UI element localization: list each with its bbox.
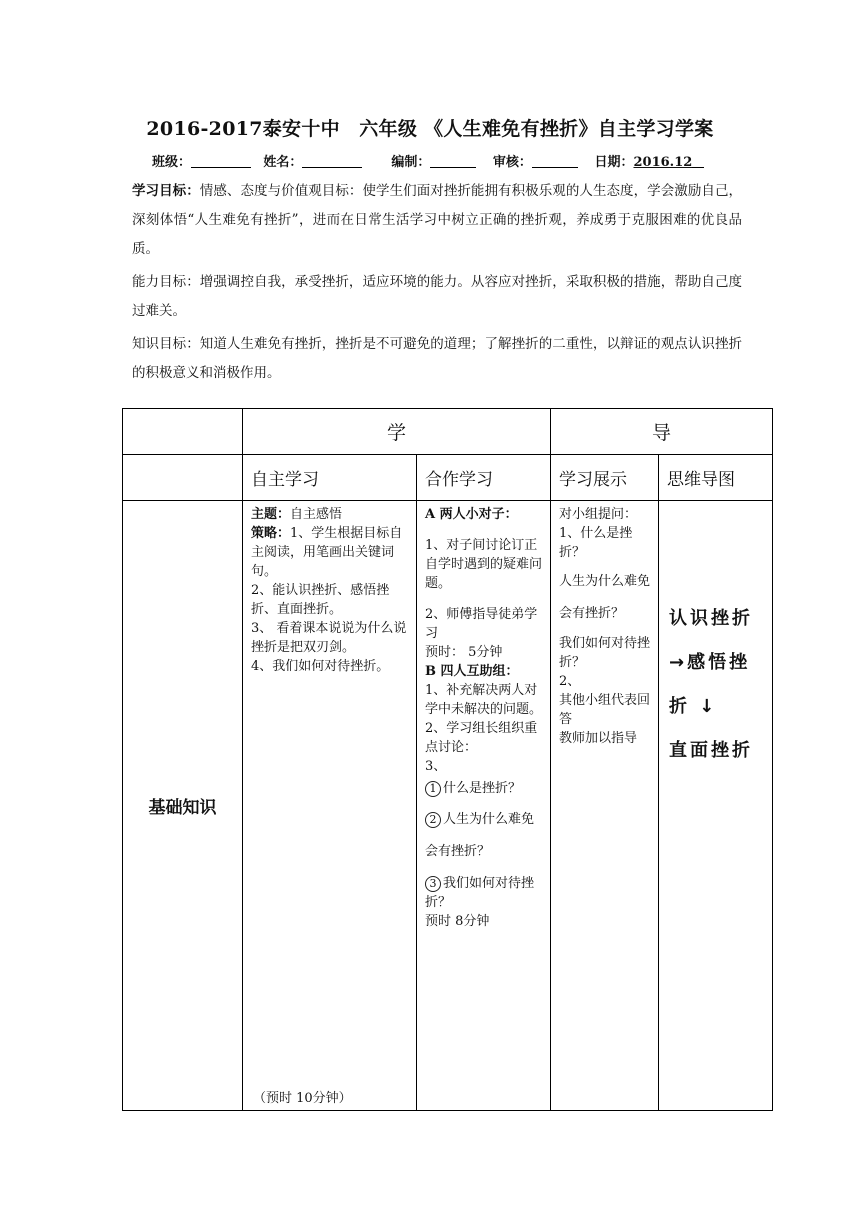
coop-item: 1、补充解决两人对学中未解决的问题。 (425, 683, 543, 717)
reviewer-blank (532, 153, 578, 168)
circled-number: 2 (425, 812, 441, 828)
learning-goals (132, 177, 742, 388)
pair-time: 预时： 5分钟 (425, 645, 503, 660)
strategy-label: 策略： (251, 526, 291, 541)
name-blank (302, 153, 362, 168)
editor-blank (430, 153, 476, 168)
goal-emotion-paragraph (132, 177, 742, 264)
question-text: 我们如何对待挫折？ (425, 876, 535, 910)
question-item (425, 804, 544, 868)
header-meta (152, 151, 704, 170)
mind-map-line: →感悟挫 (669, 652, 751, 673)
topic-label: 主题： (251, 507, 291, 522)
strategy-item: 4、我们如何对待挫折。 (251, 659, 390, 674)
presentation-q3: 我们如何对待挫折？ (559, 636, 651, 670)
editor-label: 编制： (391, 155, 431, 170)
question-text: 什么是挫折？ (443, 781, 522, 796)
coop-item: 1、对子间讨论订正自学时遇到的疑难问题。 (425, 538, 543, 591)
goal-ability: 能力目标：增强调控自我，承受挫折，适应环境的能力。从容应对挫折，采取积极的措施，帮助自己度过难关。 (132, 274, 742, 319)
presentation-teacher: 教师加以指导 (559, 731, 638, 746)
date-blank (692, 153, 704, 168)
question-item (425, 874, 544, 912)
strategy-line (251, 524, 410, 581)
topic-line (251, 505, 410, 524)
four-group-time: 预时 8分钟 (425, 914, 490, 929)
reviewer-label: 审核： (492, 155, 532, 170)
name-label: 姓名： (263, 155, 303, 170)
cooperative-cell (417, 501, 551, 1111)
coop-item: 3、 (425, 759, 447, 774)
col-self-study: 自主学习 (243, 455, 417, 501)
col-mind-map: 思维导图 (659, 455, 773, 501)
col-presentation: 学习展示 (551, 455, 659, 501)
col-cooperative: 合作学习 (417, 455, 551, 501)
presentation-item2: 2、 (559, 674, 581, 689)
study-plan-table (122, 408, 773, 1111)
goal-label: 学习目标： (132, 183, 200, 199)
presentation-q1: 1、什么是挫折？ (559, 526, 633, 560)
strategy-item: 2、能认识挫折、感悟挫折、直面挫折。 (251, 583, 390, 617)
presentation-answer: 其他小组代表回答 (559, 693, 651, 727)
four-group-title: B 四人互助组： (425, 664, 519, 679)
row-label-basics: 基础知识 (123, 501, 243, 1111)
presentation-q2: 人生为什么难免会有挫折？ (559, 574, 651, 621)
mind-map-line: 直面挫折 (669, 740, 754, 761)
class-label: 班级： (152, 155, 192, 170)
date-value: 2016.12 (633, 155, 693, 170)
pair-group-title: A 两人小对子： (425, 507, 518, 522)
question-text: 人生为什么难免会有挫折？ (425, 812, 535, 859)
self-study-cell (243, 501, 417, 1111)
goal-emotion: 情感、态度与价值观目标：使学生们面对挫折能拥有积极乐观的人生态度，学会激励自己，深刻体悟“人生难免有挫折”，进而在日常生活学习中树立正确的挫折观，养成勇于克服困难的优良品质。 (132, 183, 743, 257)
presentation-intro: 对小组提问： (559, 507, 638, 522)
corner-cell (123, 409, 243, 455)
coop-item: 2、学习组长组织重点讨论： (425, 721, 538, 755)
coop-item: 2、师傅指导徒弟学习 (425, 607, 538, 641)
header-learn: 学 (243, 409, 551, 455)
strategy-item: 3、 看着课本说说为什么说挫折是把双刃剑。 (251, 621, 407, 655)
corner-cell-2 (123, 455, 243, 501)
topic-value: 自主感悟 (290, 507, 343, 522)
self-study-time: （预时 10分钟） (253, 1091, 352, 1106)
mind-map-line: 折 ↓ (669, 696, 718, 717)
circled-number: 1 (425, 781, 441, 797)
mind-map-line: 认识挫折 (669, 608, 754, 629)
mind-map-cell (659, 501, 773, 1111)
circled-number: 3 (425, 876, 441, 892)
date-label: 日期： (594, 155, 634, 170)
header-guide: 导 (551, 409, 773, 455)
page-title: 2016-2017泰安十中 六年级 《人生难免有挫折》自主学习学案 (146, 118, 714, 140)
class-blank (191, 153, 251, 168)
goal-knowledge: 知识目标：知道人生难免有挫折，挫折是不可避免的道理；了解挫折的二重性，以辩证的观点认识挫折的积极意义和消极作用。 (132, 336, 742, 381)
question-item (425, 779, 544, 798)
presentation-cell (551, 501, 659, 1111)
strategy-item: 1、学生根据目标自主阅读，用笔画出关键词句。 (251, 526, 403, 579)
